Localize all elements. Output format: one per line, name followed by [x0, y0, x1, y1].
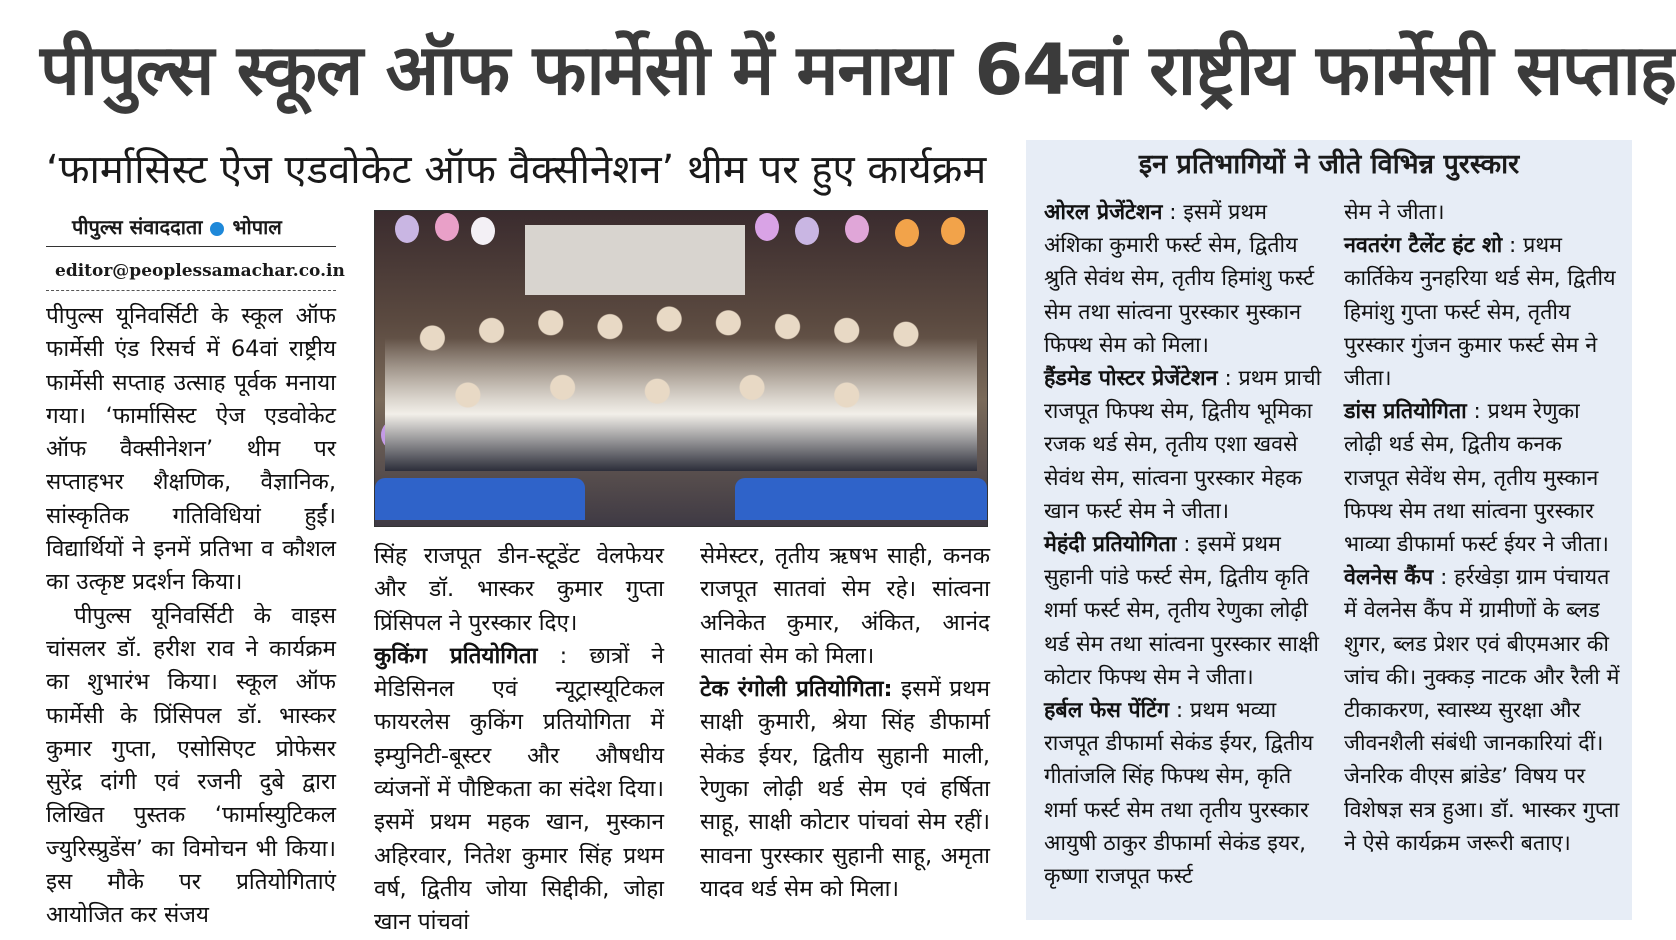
- article-paragraph-3: सिंह राजपूत डीन-स्टूडेंट वेलफेयर और डॉ. भास्कर कुमार गुप्ता प्रिंसिपल ने पुरस्कार दिए।: [374, 543, 664, 636]
- subheadline: ‘फार्मासिस्ट ऐज एडवोकेट ऑफ वैक्सीनेशन’ थीम पर हुए कार्यक्रम: [46, 147, 987, 193]
- article-column-2: [374, 540, 664, 936]
- mehndi-text: : इसमें प्रथम सुहानी पांडे फर्स्ट सेम, द्वितीय कृति शर्मा फर्स्ट सेम, तृतीय रेणुका लोढ़ी थर्ड सेम तथा सांत्वना पुरस्कार साक्षी कोटार फिफ्थ सेम ने जीता।: [1044, 532, 1319, 690]
- rangoli-text: इसमें प्रथम साक्षी कुमारी, श्रेया सिंह डीफार्मा सेकंड ईयर, द्वितीय सुहानी माली, रेणुका लोढ़ी थर्ड सेम एवं हर्षिता साहू, साक्षी कोटार पांचवां सेम रहीं। सावना पुरस्कार सुहानी साहू, अमृता यादव थर्ड सेम को मिला।: [700, 676, 991, 902]
- wellness-text: : हर्रखेड़ा ग्राम पंचायत में वेलनेस कैंप में ग्रामीणों के ब्लड शुगर, ब्लड प्रेशर एवं बीएमआर की जांच की। नुक्कड़ नाटक और रैली में टीकाकरण, स्वास्थ्य सुरक्षा और जीवनशैली संबंधी जानकारियां दीं। जेनरिक वीएस ब्रांडेड’ विषय पर विशेषज्ञ सत्र हुआ। डॉ. भास्कर गुप्ता ने ऐसे कार्यक्रम जरूरी बताए।: [1344, 565, 1620, 856]
- balloon-icon: [941, 217, 965, 245]
- balloon-icon: [845, 215, 869, 243]
- oral-text: : इसमें प्रथम अंशिका कुमारी फर्स्ट सेम, द्वितीय श्रुति सेवंथ सेम, तृतीय हिमांशु फर्स्ट सेम तथा सांत्वना पुरस्कार मुस्कान फिफ्थ सेम को मिला।: [1044, 200, 1315, 358]
- article-column-1: [46, 300, 336, 929]
- herbal-title: हर्बल फेस पेंटिंग: [1044, 698, 1170, 724]
- herbal-continued: सेम ने जीता।: [1344, 200, 1445, 225]
- herbal-text: : प्रथम भव्या राजपूत डीफार्मा सेकंड ईयर, द्वितीय गीतांजलि सिंह फिफ्थ सेम, कृति शर्मा फर्स्ट सेम तथा तृतीय पुरस्कार आयुषी ठाकुर डीफार्मा सेकंड इयर, कृष्णा राजपूत फर्स्ट: [1044, 698, 1314, 890]
- mehndi-section: [1044, 528, 1326, 694]
- bullet-dot-icon: [210, 222, 224, 236]
- sidebar-heading: इन प्रतिभागियों ने जीते विभिन्न पुरस्कार: [1138, 149, 1520, 180]
- rangoli-section: [700, 673, 990, 906]
- awards-sidebar: [1026, 140, 1632, 920]
- wellness-title: वेलनेस कैंप: [1344, 565, 1434, 591]
- email-rule: [46, 290, 336, 291]
- event-photo: [374, 210, 988, 527]
- article-paragraph-4: सेमेस्टर, तृतीय ऋषभ साही, कनक राजपूत सातवां सेम रहे। सांत्वना अनिकेत कुमार, अंकित, आनंद सातवां सेम को मिला।: [700, 543, 990, 669]
- sofa-left: [375, 478, 585, 520]
- talent-text: : प्रथम कार्तिकेय नुनहरिया थर्ड सेम, द्वितीय हिमांशु गुप्ता फर्स्ट सेम, तृतीय पुरस्कार गुंजन कुमार फर्स्ट सेम ने जीता।: [1344, 233, 1616, 392]
- reporter-name: पीपुल्स संवाददाता: [72, 215, 203, 239]
- wellness-section: [1344, 561, 1620, 860]
- talent-section: [1344, 229, 1620, 395]
- byline-rule: [46, 246, 336, 247]
- balloon-icon: [895, 219, 919, 247]
- cooking-section: [374, 640, 664, 940]
- poster-text: : प्रथम प्राची राजपूत फिफ्थ सेम, द्वितीय भूमिका रजक थर्ड सेम, तृतीय एशा खवसे सेवंथ सेम, सांत्वना पुरस्कार मेहक खान फर्स्ट सेम ने जीता।: [1044, 366, 1322, 524]
- cooking-title: कुकिंग प्रतियोगिता: [374, 642, 538, 669]
- balloon-icon: [795, 217, 819, 245]
- dance-text: : प्रथम रेणुका लोढ़ी थर्ड सेम, द्वितीय कनक राजपूत सेवेंथ सेम, तृतीय मुस्कान फिफ्थ सेम तथा सांत्वना पुरस्कार भाव्या डीफार्मा फर्स्ट ईयर ने जीता।: [1344, 399, 1609, 558]
- talent-title: नवतरंग टैलेंट हंट शो: [1344, 233, 1503, 259]
- article-column-3: [700, 540, 990, 920]
- poster-section: [1044, 362, 1326, 528]
- sidebar-column-1: [1044, 196, 1326, 916]
- students-group: [385, 281, 977, 471]
- dance-title: डांस प्रतियोगिता: [1344, 399, 1467, 425]
- poster-title: हैंडमेड पोस्टर प्रेजेंटेशन: [1044, 366, 1218, 392]
- sidebar-column-2: [1344, 196, 1620, 916]
- mehndi-title: मेहंदी प्रतियोगिता: [1044, 532, 1177, 558]
- balloon-icon: [471, 217, 495, 245]
- balloon-icon: [755, 213, 779, 241]
- headline: पीपुल्स स्कूल ऑफ फार्मेसी में मनाया 64वां राष्ट्रीय फार्मेसी सप्ताह: [40, 29, 1676, 111]
- oral-title: ओरल प्रेजेंटेशन: [1044, 200, 1163, 225]
- cooking-text: : छात्रों ने मेडिसिनल एवं न्यूट्रास्यूटिकल फायरलेस कुकिंग प्रतियोगिता में इम्युनिटी-बूस्टर और औषधीय व्यंजनों में पौष्टिकता का संदेश दिया। इसमें प्रथम महक खान, मुस्कान अहिरवार, नितेश कुमार सिंह प्रथम वर्ष, द्वितीय जोया सिद्दीकी, जोहा खान पांचवां: [374, 642, 664, 936]
- dance-section: [1344, 395, 1620, 561]
- article-paragraph-2: पीपुल्स यूनिवर्सिटी के वाइस चांसलर डॉ. हरीश राव ने कार्यक्रम का शुभारंभ किया। स्कूल ऑफ फार्मेसी के प्रिंसिपल डॉ. भास्कर कुमार गुप्ता, एसोसिएट प्रोफेसर सुरेंद्र दांगी एवं रजनी दुबे द्वारा लिखित पुस्तक ‘फार्मास्युटिकल ज्युरिस्प्रुडेंस’ का विमोचन भी किया। इस मौके पर प्रतियोगिताएं आयोजित कर संजय: [46, 602, 336, 929]
- herbal-section: [1044, 694, 1326, 893]
- byline: [72, 210, 282, 244]
- balloon-icon: [435, 213, 459, 241]
- editor-email: editor@peoplessamachar.co.in: [55, 261, 345, 281]
- article-paragraph-1: पीपुल्स यूनिवर्सिटी के स्कूल ऑफ फार्मेसी एंड रिसर्च में 64वां राष्ट्रीय फार्मेसी सप्ताह उत्साह पूर्वक मनाया गया। ‘फार्मासिस्ट ऐज एडवोकेट ऑफ वैक्सीनेशन’ थीम पर सप्ताहभर शैक्षणिक, वैज्ञानिक, सांस्कृतिक गतिविधियां हुईं। विद्यार्थियों ने इनमें प्रतिभा व कौशल का उत्कृष्ट प्रदर्शन किया।: [46, 303, 336, 596]
- city-name: भोपाल: [232, 215, 282, 239]
- oral-section: [1044, 196, 1326, 362]
- balloon-icon: [395, 215, 419, 243]
- rangoli-title: टेक रंगोली प्रतियोगिता:: [700, 676, 893, 703]
- sofa-right: [735, 478, 987, 520]
